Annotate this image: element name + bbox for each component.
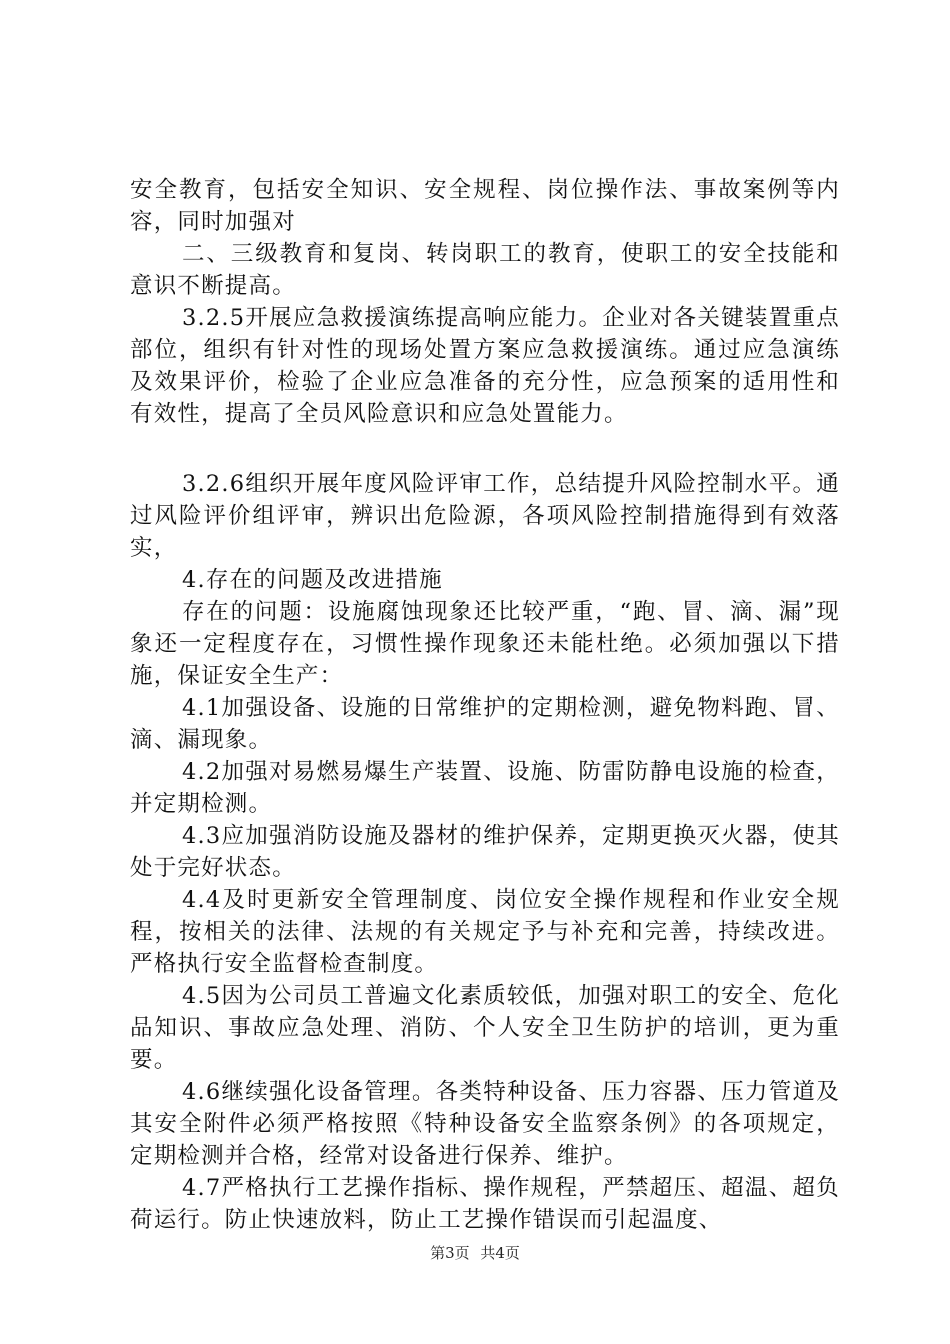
paragraph-3-2-6: 3.2.6组织开展年度风险评审工作，总结提升风险控制水平。通过风险评价组评审，辨识出危险源，各项风险控制措施得到有效落实， bbox=[130, 471, 840, 561]
paragraph-4-4: 4.4及时更新安全管理制度、岗位安全操作规程和作业安全规程，按相关的法律、法规的有关规定予与补充和完善，持续改进。严格执行安全监督检查制度。 bbox=[130, 887, 840, 977]
paragraph-4-2: 4.2加强对易燃易爆生产装置、设施、防雷防静电设施的检查，并定期检测。 bbox=[130, 759, 840, 817]
paragraph-problems: 存在的问题：设施腐蚀现象还比较严重，“跑、冒、滴、漏”现象还一定程度存在，习惯性操作现象还未能杜绝。必须加强以下措施，保证安全生产： bbox=[130, 599, 840, 689]
paragraph-4-3: 4.3应加强消防设施及器材的维护保养，定期更换灭火器，使其处于完好状态。 bbox=[130, 823, 840, 881]
page-total: 共4页 bbox=[480, 1244, 520, 1262]
section-heading-4: 4.存在的问题及改进措施 bbox=[182, 567, 443, 593]
paragraph-4-6: 4.6继续强化设备管理。各类特种设备、压力容器、压力管道及其安全附件必须严格按照《特种设备安全监察条例》的各项规定，定期检测并合格，经常对设备进行保养、维护。 bbox=[130, 1079, 840, 1169]
paragraph-3-2-5: 3.2.5开展应急救援演练提高响应能力。企业对各关键装置重点部位，组织有针对性的现场处置方案应急救援演练。通过应急演练及效果评价，检验了企业应急准备的充分性，应急预案的适用性和有效性，提高了全员风险意识和应急处置能力。 bbox=[130, 305, 840, 427]
paragraph-4-5: 4.5因为公司员工普遍文化素质较低，加强对职工的安全、危化品知识、事故应急处理、消防、个人安全卫生防护的培训，更为重要。 bbox=[130, 983, 840, 1073]
page-number: 第3页 bbox=[430, 1244, 470, 1262]
page-footer bbox=[0, 1242, 950, 1263]
paragraph-continued: 安全教育，包括安全知识、安全规程、岗位操作法、事故案例等内容，同时加强对 bbox=[130, 177, 840, 235]
paragraph-education: 二、三级教育和复岗、转岗职工的教育，使职工的安全技能和意识不断提高。 bbox=[130, 241, 840, 299]
paragraph-4-1: 4.1加强设备、设施的日常维护的定期检测，避免物料跑、冒、滴、漏现象。 bbox=[130, 695, 840, 753]
document-body bbox=[130, 174, 840, 1236]
paragraph-4-7: 4.7严格执行工艺操作指标、操作规程，严禁超压、超温、超负荷运行。防止快速放料，防止工艺操作错误而引起温度、 bbox=[130, 1175, 840, 1233]
